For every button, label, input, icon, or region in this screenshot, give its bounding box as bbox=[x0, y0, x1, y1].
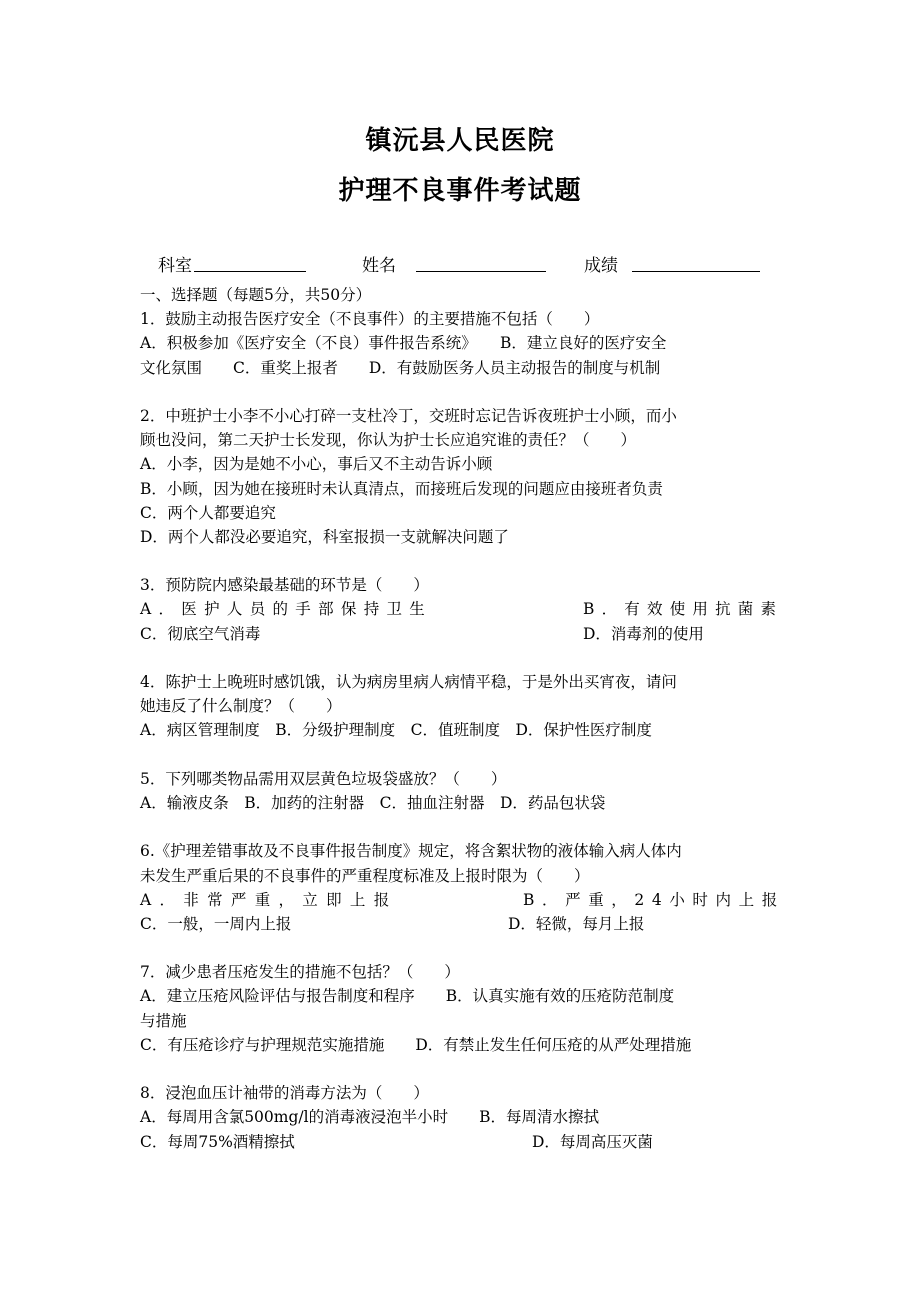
question-option: 文化氛围 C．重奖上报者 D．有鼓励医务人员主动报告的制度与机制 bbox=[140, 358, 661, 377]
question-text: 3．预防院内感染最基础的环节是（ ） bbox=[140, 576, 429, 595]
option-row bbox=[140, 597, 790, 621]
name-label: 姓名 bbox=[362, 256, 396, 276]
question-text: 4．陈护士上晚班时感饥饿，认为病房里病人病情平稳，于是外出买宵夜，请问 bbox=[140, 673, 677, 691]
spacer bbox=[140, 549, 790, 573]
spacer bbox=[140, 743, 790, 767]
question-option: C．有压疮诊疗与护理规范实施措施 D．有禁止发生任何压疮的从严处理措施 bbox=[140, 1035, 692, 1054]
name-blank bbox=[416, 271, 546, 272]
dept-label: 科室 bbox=[158, 256, 192, 276]
question-text: 5．下列哪类物品需用双层黄色垃圾袋盛放？（ ） bbox=[140, 769, 507, 788]
question-option: D．消毒剂的使用 bbox=[583, 624, 704, 643]
question-option: A．非常严重，立即上报 bbox=[140, 890, 398, 909]
spacer bbox=[140, 936, 790, 960]
question-option: A．积极参加《医疗安全（不良）事件报告系统》 B．建立良好的医疗安全 bbox=[140, 334, 667, 353]
option-row bbox=[140, 912, 790, 936]
question-text: 她违反了什么制度？（ ） bbox=[140, 697, 342, 716]
question-option: A．每周用含氯500mg/l的消毒液浸泡半小时 B．每周清水擦拭 bbox=[140, 1108, 599, 1127]
question-option: D．轻微，每月上报 bbox=[508, 914, 645, 933]
question-text: 8．浸泡血压计袖带的消毒方法为（ ） bbox=[140, 1084, 429, 1103]
question-option: A．病区管理制度 B．分级护理制度 C．值班制度 D．保护性医疗制度 bbox=[140, 721, 652, 740]
question-option: A．小李，因为是她不小心，事后又不主动告诉小顾 bbox=[140, 455, 493, 474]
question-option: D．每周高压灭菌 bbox=[532, 1132, 653, 1151]
spacer bbox=[140, 380, 790, 404]
exam-title: 护理不良事件考试题 bbox=[338, 176, 582, 206]
question-option: A．输液皮条 B．加药的注射器 C．抽血注射器 D．药品包状袋 bbox=[140, 793, 606, 812]
question-option: D．两个人都没必要追究，科室报损一支就解决问题了 bbox=[140, 527, 509, 546]
question-text: 1．鼓励主动报告医疗安全（不良事件）的主要措施不包括（ ） bbox=[140, 310, 600, 329]
question-option: A．建立压疮风险评估与报告制度和程序 B．认真实施有效的压疮防范制度 bbox=[140, 987, 675, 1006]
question-text: 顾也没问，第二天护士长发现，你认为护士长应追究谁的责任？（ ） bbox=[140, 431, 637, 450]
question-option: A．医护人员的手部保持卫生 bbox=[140, 600, 433, 619]
question-option: C．一般，一周内上报 bbox=[140, 914, 292, 933]
spacer bbox=[140, 1057, 790, 1081]
question-option: C．两个人都要追究 bbox=[140, 503, 276, 522]
question-text: 7．减少患者压疮发生的措施不包括？（ ） bbox=[140, 963, 460, 982]
exam-content bbox=[140, 283, 790, 1154]
score-blank bbox=[632, 271, 760, 272]
section-heading: 一、选择题（每题5分，共50分） bbox=[140, 286, 372, 304]
hospital-name: 镇沅县人民医院 bbox=[365, 126, 555, 156]
option-row bbox=[140, 888, 790, 912]
option-row bbox=[140, 1130, 790, 1154]
dept-blank bbox=[194, 271, 306, 272]
spacer bbox=[140, 646, 790, 670]
question-option: 与措施 bbox=[140, 1011, 187, 1030]
question-text: 6.《护理差错事故及不良事件报告制度》规定，将含絮状物的液体输入病人体内 bbox=[140, 842, 682, 861]
question-option: C．每周75%酒精擦拭 bbox=[140, 1132, 295, 1151]
student-info-row bbox=[158, 251, 778, 277]
option-row bbox=[140, 622, 790, 646]
question-text: 2．中班护士小李不小心打碎一支杜冷丁，交班时忘记告诉夜班护士小顾，而小 bbox=[140, 406, 677, 425]
question-option: C．彻底空气消毒 bbox=[140, 624, 261, 643]
score-label: 成绩 bbox=[584, 256, 618, 276]
question-text: 未发生严重后果的不良事件的严重程度标准及上报时限为（ ） bbox=[140, 866, 590, 885]
question-option: B．严重，24小时内上报 bbox=[523, 890, 785, 909]
question-option: B．有效使用抗菌素 bbox=[583, 600, 784, 619]
question-option: B．小顾，因为她在接班时未认真清点，而接班后发现的问题应由接班者负责 bbox=[140, 479, 663, 498]
spacer bbox=[140, 815, 790, 839]
